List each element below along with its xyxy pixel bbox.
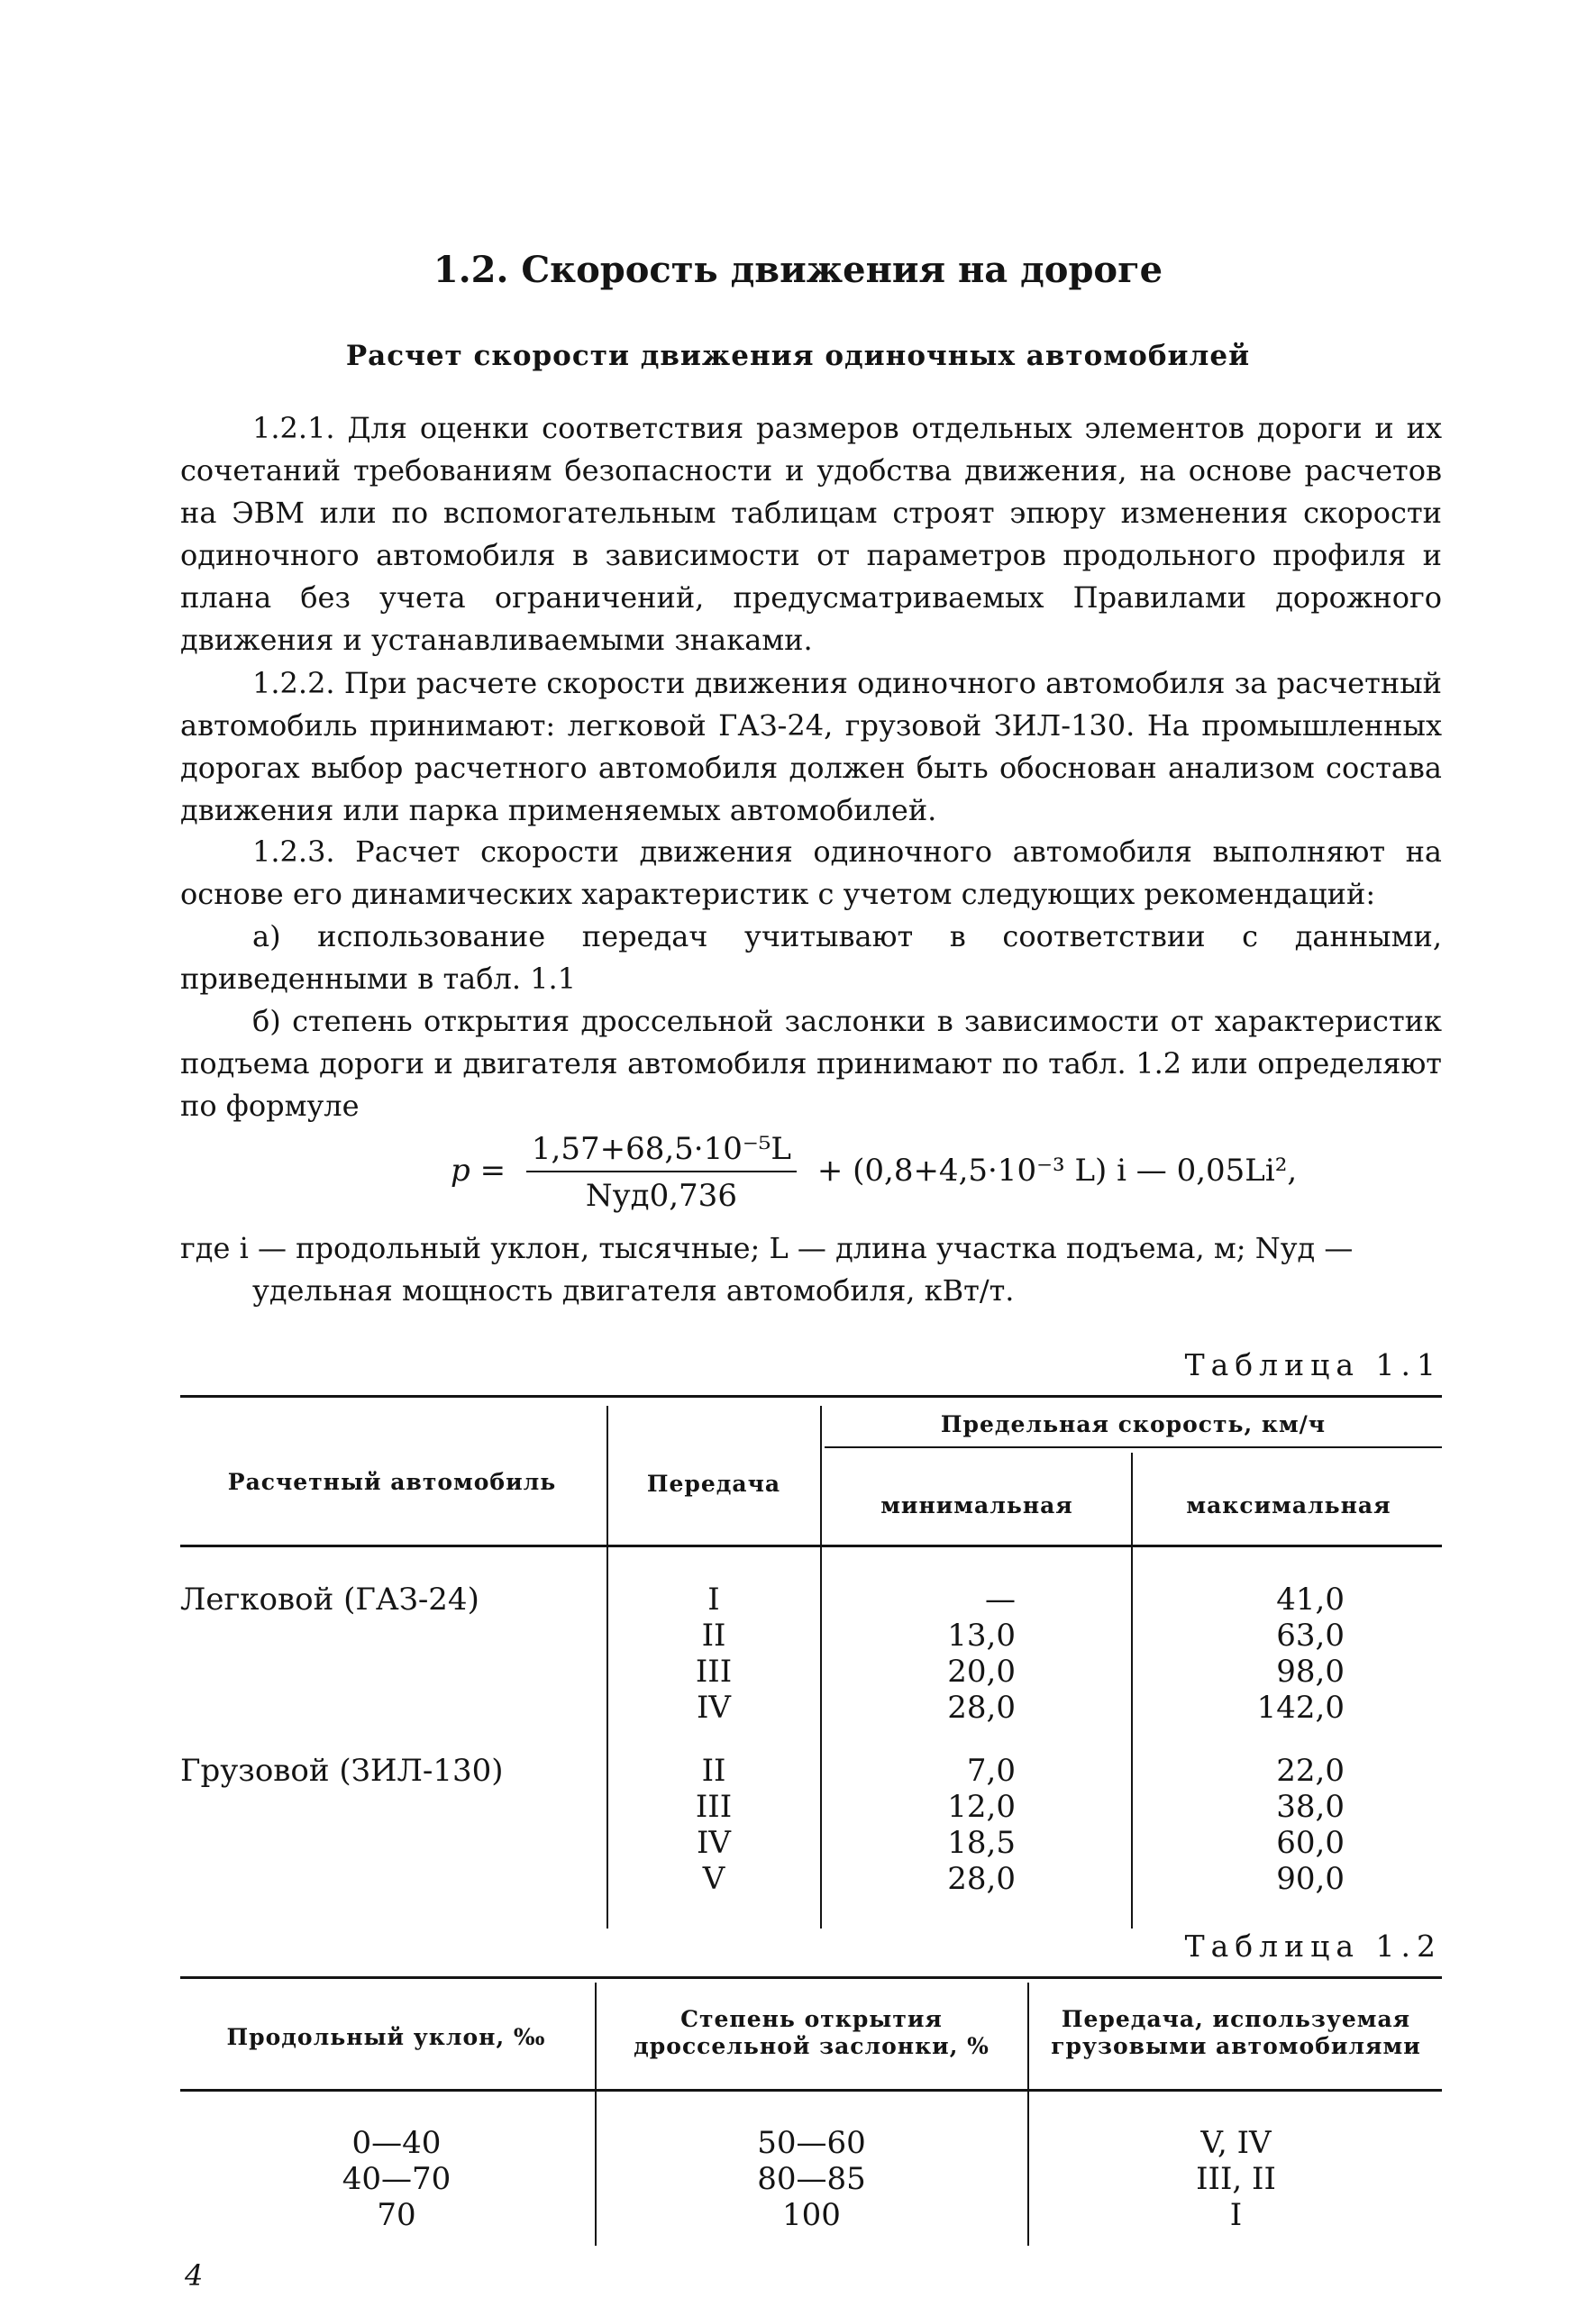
table-1-2-header-throttle-line-2: дроссельной заслонки, % [634,2033,990,2059]
table-cell: III [695,1654,733,1690]
paragraph-1-2-2: 1.2.2. При расчете скорости движения одиночного автомобиля за расчетный автомобиль принимают: легковой ГАЗ-24, грузовой ЗИЛ-130. На промышленных дорогах выбор расчетного автомобиля должен быть обоснован анализом состава движения или парка применяемых автомобилей. [180,666,1442,827]
table-1-2-header-rule [180,2089,1442,2092]
table-cell: III [695,1789,733,1825]
table-cell: III, II [1196,2161,1276,2197]
table-cell: I [707,1582,720,1618]
table-cell: 20,0 [947,1654,1016,1690]
table-1-2-vline-1 [595,1983,597,2246]
table-1-1-vline-3 [1131,1453,1133,1929]
table-1-1-max-cell [1135,1753,1345,1897]
table-1-2-header-slope: Продольный уклон, ‰ [226,2024,546,2050]
table-1-1-header-speed: Предельная скорость, км/ч [940,1411,1327,1437]
table-cell: I [1229,2197,1243,2233]
formula-fraction [526,1131,797,1214]
table-1-1-top-rule [180,1395,1442,1398]
table-1-1-header-vehicle: Расчетный автомобиль [227,1469,557,1495]
table-1-2-header-gear-line-2: грузовыми автомобилями [1051,2033,1421,2059]
table-cell: 80—85 [757,2161,866,2197]
formula-rest: + (0,8+4,5·10⁻³ L) i — 0,05Li², [816,1153,1298,1189]
table-cell: 63,0 [1276,1618,1345,1654]
table-cell: 100 [782,2197,841,2233]
item-b: б) степень открытия дроссельной заслонки в зависимости от характеристик подъема дороги и двигателя автомобиля принимают по табл. 1.2 или определяют по формуле [180,1004,1442,1123]
formula-numerator: 1,57+68,5·10⁻⁵L [526,1131,797,1172]
subsection-heading: Расчет скорости движения одиночных автомобилей [345,340,1251,372]
table-cell: 60,0 [1276,1825,1345,1861]
table-1-1-max-cell [1135,1582,1345,1726]
formula-denominator: Nуд0,736 [585,1178,737,1214]
table-cell: 22,0 [1276,1753,1345,1789]
item-a: а) использование передач учитывают в соответствии с данными, приведенными в табл. 1.1 [180,919,1442,996]
table-cell: 0—40 [351,2125,442,2161]
table-1-1-header-max: максимальная [1186,1492,1391,1518]
table-cell: 50—60 [757,2125,866,2161]
table-1-2-header-throttle-line-1: Степень открытия [680,2006,943,2032]
table-cell: 98,0 [1276,1654,1345,1690]
table-1-2-header-gear [1030,2006,1442,2060]
formula-lhs: p = [451,1153,506,1189]
table-cell: 40—70 [342,2161,451,2197]
table-1-1-vehicle: Грузовой (ЗИЛ-130) [180,1753,504,1789]
table-1-1-gear-cell [609,1582,818,1726]
paragraph-1-2-3: 1.2.3. Расчет скорости движения одиночного автомобиля выполняют на основе его динамических характеристик с учетом следующих рекомендаций: [180,834,1442,911]
table-cell: II [701,1618,726,1654]
table-1-1-header-min: минимальная [880,1492,1073,1518]
formula-legend-line-1: где i — продольный уклон, тысячные; L — длина участка подъема, м; Nуд — [180,1231,1354,1265]
table-cell: 41,0 [1276,1582,1345,1618]
table-1-2-gear-cell [1030,2125,1442,2233]
table-1-2-slope-cell [243,2125,550,2233]
table-1-1-min-cell [825,1582,1016,1726]
table-1-1-header-rule [180,1545,1442,1547]
table-cell: 7,0 [966,1753,1016,1789]
table-cell: 38,0 [1276,1789,1345,1825]
table-cell: 28,0 [947,1861,1016,1897]
table-1-1-subheader-rule [825,1446,1442,1448]
table-cell: IV [697,1690,731,1726]
table-1-1-min-cell [825,1753,1016,1897]
table-1-2-header-gear-line-1: Передача, используемая [1061,2006,1411,2032]
table-cell: IV [697,1825,731,1861]
table-1-2-throttle-cell [597,2125,1026,2233]
table-1-2-top-rule [180,1976,1442,1979]
table-1-1-gear-cell [609,1753,818,1897]
paragraph-1-2-1: 1.2.1. Для оценки соответствия размеров отдельных элементов дороги и их сочетаний требованиям безопасности и удобства движения, на основе расчетов на ЭВМ или по вспомогательным таблицам строят эпюру изменения скорости одиночного автомобиля в зависимости от параметров продольного профиля и плана без учета ограничений, предусматриваемых Правилами дорожного движения и устанавливаемыми знаками. [180,411,1442,657]
table-cell: 70 [377,2197,416,2233]
table-1-2-caption: Таблица 1.2 [1184,1929,1442,1964]
table-cell: V [702,1861,725,1897]
page-number: 4 [185,2258,204,2293]
table-cell: V, IV [1200,2125,1272,2161]
formula-legend-line-2: удельная мощность двигателя автомобиля, кВт/т. [252,1273,1015,1308]
table-cell: 18,5 [947,1825,1016,1861]
formula [451,1131,1297,1214]
table-1-2-header-throttle [597,2006,1026,2060]
table-cell: II [701,1753,726,1789]
table-cell: 12,0 [947,1789,1016,1825]
table-cell: 28,0 [947,1690,1016,1726]
table-1-1-vline-1 [606,1406,608,1929]
table-1-1-header-gear: Передача [646,1471,781,1497]
table-cell: 90,0 [1276,1861,1345,1897]
table-1-1-caption: Таблица 1.1 [1184,1347,1442,1382]
section-heading: 1.2. Скорость движения на дороге [433,249,1163,291]
table-cell: 142,0 [1256,1690,1345,1726]
table-cell: 13,0 [947,1618,1016,1654]
table-1-1-vline-2 [820,1406,822,1929]
table-1-1-vehicle: Легковой (ГАЗ-24) [180,1582,479,1618]
table-1-2-vline-2 [1027,1983,1029,2246]
table-cell: — [985,1582,1016,1618]
